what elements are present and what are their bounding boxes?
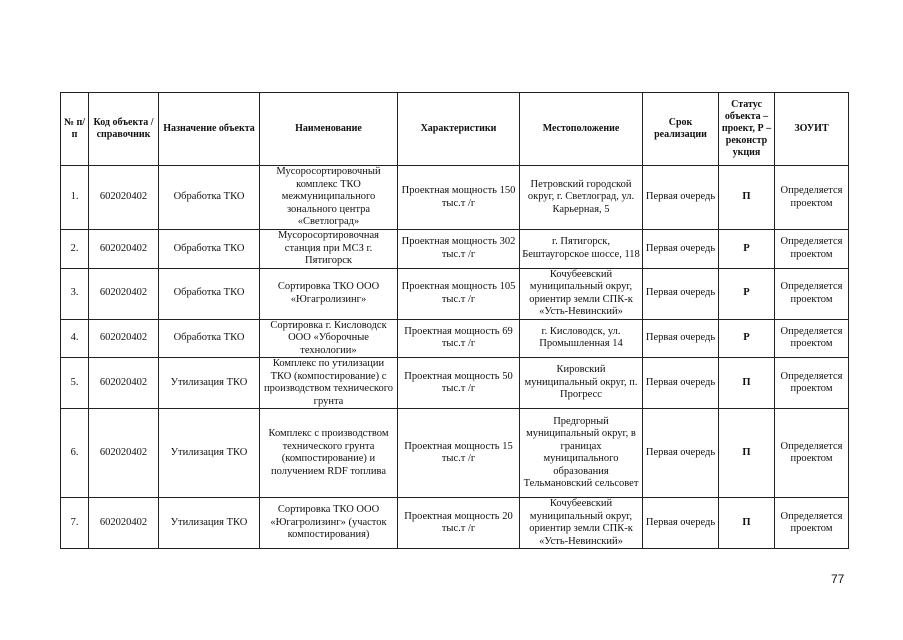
cell-name: Комплекс с производством технического грунта (компостирование) и получением RDF топлива: [260, 409, 398, 498]
cell-code: 602020402: [89, 230, 159, 269]
cell-term: Первая очередь: [643, 166, 719, 230]
cell-purpose: Утилизация ТКО: [159, 409, 260, 498]
cell-name: Комплекс по утилизации ТКО (компостирование) с производством технического грунта: [260, 358, 398, 409]
cell-num: 6.: [61, 409, 89, 498]
cell-num: 2.: [61, 230, 89, 269]
cell-name: Сортировка г. Кисловодск ООО «Уборочные технологии»: [260, 319, 398, 358]
cell-num: 7.: [61, 498, 89, 549]
cell-status: Р: [719, 319, 775, 358]
cell-num: 5.: [61, 358, 89, 409]
cell-zouit: Определяется проектом: [775, 498, 849, 549]
cell-location: Предгорный муниципальный округ, в границах муниципального образования Тельмановский сельсовет: [520, 409, 643, 498]
cell-location: Кировский муниципальный округ, п. Прогресс: [520, 358, 643, 409]
cell-num: 4.: [61, 319, 89, 358]
cell-characteristics: Проектная мощность 20 тыс.т /г: [398, 498, 520, 549]
header-cell-status: Статус объекта – проект, Р – реконстр укция: [719, 93, 775, 166]
cell-code: 602020402: [89, 498, 159, 549]
cell-characteristics: Проектная мощность 105 тыс.т /г: [398, 268, 520, 319]
cell-characteristics: Проектная мощность 15 тыс.т /г: [398, 409, 520, 498]
cell-purpose: Утилизация ТКО: [159, 358, 260, 409]
cell-characteristics: Проектная мощность 302 тыс.т /г: [398, 230, 520, 269]
cell-characteristics: Проектная мощность 69 тыс.т /г: [398, 319, 520, 358]
table-row: [61, 166, 849, 230]
cell-zouit: Определяется проектом: [775, 230, 849, 269]
cell-location: г. Пятигорск, Бештаугорское шоссе, 118: [520, 230, 643, 269]
cell-status: Р: [719, 268, 775, 319]
cell-num: 1.: [61, 166, 89, 230]
cell-purpose: Обработка ТКО: [159, 166, 260, 230]
cell-status: П: [719, 166, 775, 230]
cell-zouit: Определяется проектом: [775, 319, 849, 358]
cell-code: 602020402: [89, 166, 159, 230]
cell-purpose: Обработка ТКО: [159, 268, 260, 319]
page-number: 77: [831, 572, 845, 586]
header-cell-term: Срок реализации: [643, 93, 719, 166]
header-cell-code: Код объекта / справочник: [89, 93, 159, 166]
cell-name: Мусоросортировочная станция при МСЗ г. Пятигорск: [260, 230, 398, 269]
cell-characteristics: Проектная мощность 150 тыс.т /г: [398, 166, 520, 230]
cell-status: П: [719, 498, 775, 549]
cell-location: г. Кисловодск, ул. Промышленная 14: [520, 319, 643, 358]
header-cell-characteristics: Характеристики: [398, 93, 520, 166]
header-cell-location: Местоположение: [520, 93, 643, 166]
cell-purpose: Обработка ТКО: [159, 230, 260, 269]
objects-table: [60, 92, 849, 549]
header-cell-zouit: ЗОУИТ: [775, 93, 849, 166]
table-row: [61, 319, 849, 358]
cell-zouit: Определяется проектом: [775, 358, 849, 409]
cell-name: Сортировка ТКО ООО «Югагролизинг» (участок компостирования): [260, 498, 398, 549]
table-row: [61, 268, 849, 319]
cell-name: Мусоросортировочный комплекс ТКО межмуниципального зонального центра «Светлоград»: [260, 166, 398, 230]
cell-term: Первая очередь: [643, 358, 719, 409]
cell-status: П: [719, 358, 775, 409]
cell-term: Первая очередь: [643, 409, 719, 498]
cell-code: 602020402: [89, 409, 159, 498]
cell-term: Первая очередь: [643, 268, 719, 319]
cell-location: Петровский городской округ, г. Светлоград, ул. Карьерная, 5: [520, 166, 643, 230]
header-cell-purpose: Назначение объекта: [159, 93, 260, 166]
cell-term: Первая очередь: [643, 230, 719, 269]
cell-name: Сортировка ТКО ООО «Югагролизинг»: [260, 268, 398, 319]
cell-term: Первая очередь: [643, 498, 719, 549]
cell-status: Р: [719, 230, 775, 269]
table-row: [61, 358, 849, 409]
cell-num: 3.: [61, 268, 89, 319]
cell-location: Кочубеевский муниципальный округ, ориентир земли СПК-к «Усть-Невинский»: [520, 268, 643, 319]
cell-term: Первая очередь: [643, 319, 719, 358]
cell-location: Кочубеевский муниципальный округ, ориентир земли СПК-к «Усть-Невинский»: [520, 498, 643, 549]
cell-status: П: [719, 409, 775, 498]
table-row: [61, 230, 849, 269]
cell-zouit: Определяется проектом: [775, 409, 849, 498]
cell-code: 602020402: [89, 358, 159, 409]
cell-code: 602020402: [89, 268, 159, 319]
cell-purpose: Обработка ТКО: [159, 319, 260, 358]
cell-characteristics: Проектная мощность 50 тыс.т /г: [398, 358, 520, 409]
table-row: [61, 498, 849, 549]
cell-zouit: Определяется проектом: [775, 166, 849, 230]
cell-code: 602020402: [89, 319, 159, 358]
header-row: [61, 93, 849, 166]
header-cell-name: Наименование: [260, 93, 398, 166]
cell-purpose: Утилизация ТКО: [159, 498, 260, 549]
cell-zouit: Определяется проектом: [775, 268, 849, 319]
table-row: [61, 409, 849, 498]
header-cell-num: № п/п: [61, 93, 89, 166]
